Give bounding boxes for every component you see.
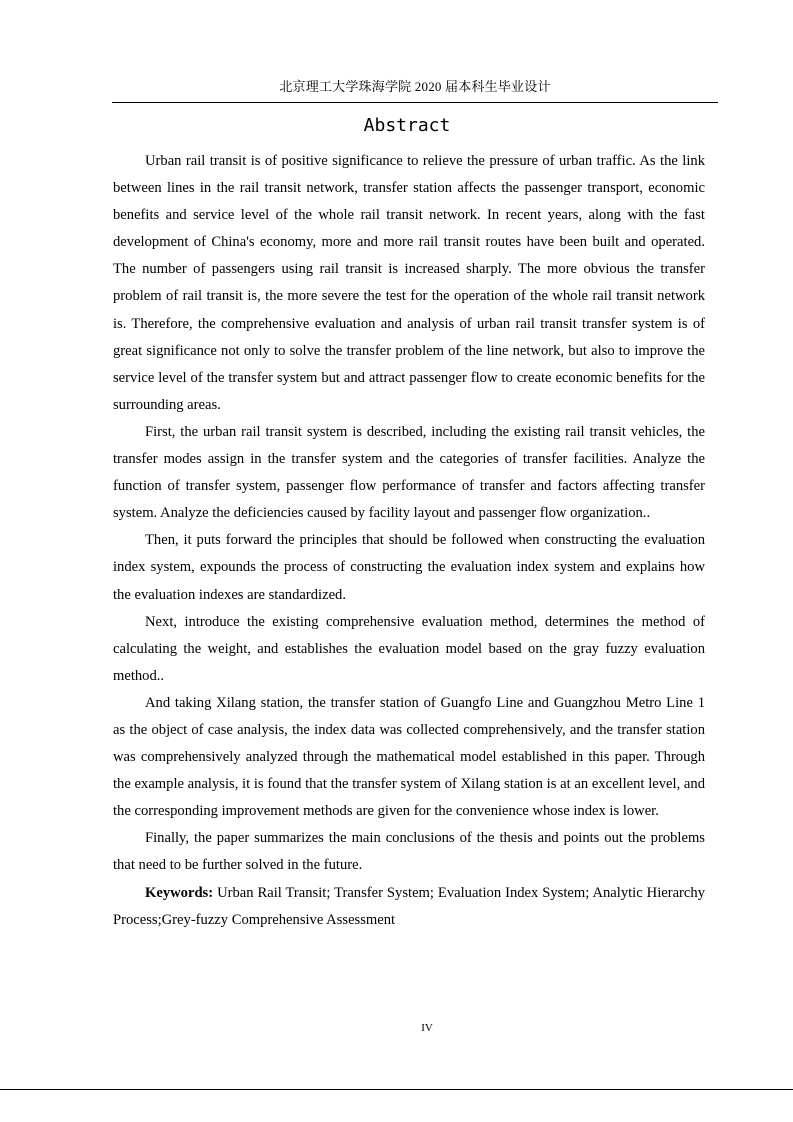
page-number: IV bbox=[421, 1022, 433, 1034]
paragraph-4: Next, introduce the existing comprehensive evaluation method, determines the method of calculating the weight, and establishes the evaluation model based on the gray fuzzy evaluation method.. bbox=[113, 613, 705, 684]
keywords-paragraph bbox=[113, 880, 705, 934]
paragraph-6: Finally, the paper summarizes the main conclusions of the thesis and points out the problems that need to be further solved in the future. bbox=[113, 830, 705, 874]
running-header: 北京理工大学珠海学院 2020 届本科生毕业设计 bbox=[279, 79, 551, 94]
paragraph-3: Then, it puts forward the principles that should be followed when constructing the evaluation index system, expounds the process of constructing the evaluation index system and explains how the evaluation indexes are standardized. bbox=[113, 532, 705, 603]
paragraph-1: Urban rail transit is of positive significance to relieve the pressure of urban traffic. As the link between lines in the rail transit network, transfer station affects the passenger transport, economic benefits and service level of the whole rail transit network. In recent years, along with the fast development of China's economy, more and more rail transit routes have been built and operated. The number of passengers using rail transit is increased sharply. The more obvious the transfer problem of rail transit is, the more severe the test for the operation of the whole rail transit network is. Therefore, the comprehensive evaluation and analysis of urban rail transit transfer system is of great significance not only to solve the transfer problem of the line network, but also to improve the service level of the transfer system but and attract passenger flow to create economic benefits for the surrounding areas. bbox=[113, 153, 705, 413]
paragraph-5: And taking Xilang station, the transfer station of Guangfo Line and Guangzhou Metro Line 1 as the object of case analysis, the index data was collected comprehensively, and the transfer station was comprehensively analyzed through the mathematical model established in this paper. Through the example analysis, it is found that the transfer system of Xilang station is at an excellent level, and the corresponding improvement methods are given for the convenience whose index is lower. bbox=[113, 694, 705, 820]
keywords-text: Urban Rail Transit; Transfer System; Evaluation Index System; Analytic Hierarchy Process;Grey-fuzzy Comprehensive Assessment bbox=[113, 884, 705, 928]
abstract-body bbox=[113, 148, 705, 934]
abstract-title: Abstract bbox=[363, 115, 451, 136]
keywords-label: Keywords: bbox=[145, 884, 214, 901]
footer-rule bbox=[0, 1089, 793, 1090]
paragraph-2: First, the urban rail transit system is described, including the existing rail transit vehicles, the transfer modes assign in the transfer system and the categories of transfer facilities. Analyze the function of transfer system, passenger flow performance of transfer and factors affecting transfer system. Analyze the deficiencies caused by facility layout and passenger flow organization.. bbox=[113, 423, 705, 522]
header-rule bbox=[112, 102, 718, 103]
